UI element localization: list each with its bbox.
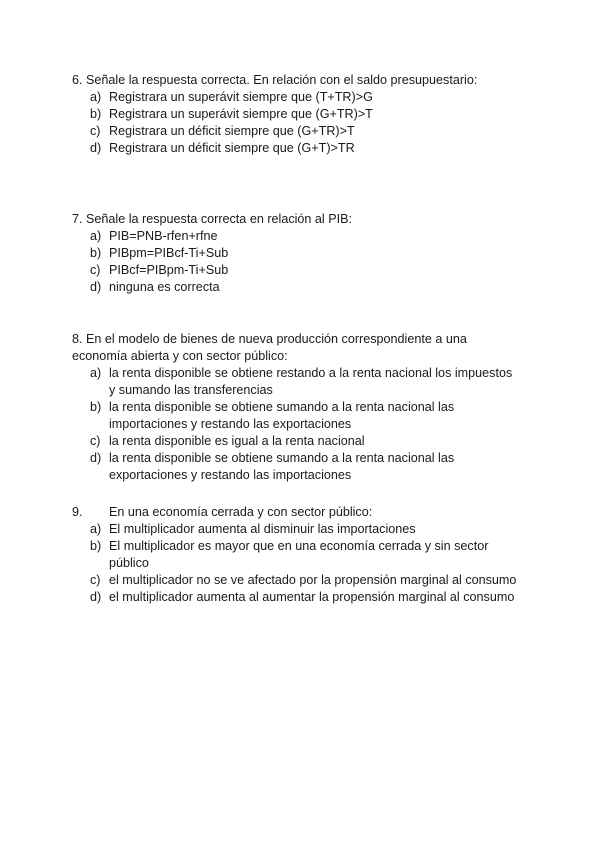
option-text: la renta disponible se obtiene sumando a la renta nacional las exportaciones y restando las importaciones [109,451,455,482]
option-d [72,450,522,484]
question-title-text: En una economía cerrada y con sector público: [109,505,373,519]
option-letter: a) [90,522,102,536]
option-letter: d) [90,590,102,604]
option-c [72,123,522,140]
question-9 [72,504,522,606]
option-letter: c) [90,124,101,138]
question-number: 9. [72,505,83,519]
option-letter: d) [90,451,102,465]
question-8 [72,331,522,484]
option-c [72,433,522,450]
option-text: Registrara un déficit siempre que (G+TR)>T [109,124,355,138]
option-letter: c) [90,573,101,587]
option-text: Registrara un superávit siempre que (T+TR)>G [109,90,373,104]
option-text: la renta disponible se obtiene sumando a la renta nacional las importaciones y restando las exportaciones [109,400,455,431]
question-title: 6. Señale la respuesta correcta. En relación con el saldo presupuestario: [72,73,478,87]
option-letter: a) [90,366,102,380]
option-list [72,521,522,606]
option-letter: c) [90,263,101,277]
option-text: PIBpm=PIBcf-Ti+Sub [109,246,229,260]
option-text: El multiplicador aumenta al disminuir las importaciones [109,522,416,536]
question-6 [72,72,522,157]
option-letter: b) [90,400,102,414]
option-b [72,106,522,123]
option-text: la renta disponible es igual a la renta nacional [109,434,365,448]
option-text: el multiplicador aumenta al aumentar la propensión marginal al consumo [109,590,515,604]
question-7 [72,211,522,296]
option-a [72,365,522,399]
option-list [72,89,522,157]
option-c [72,262,522,279]
option-list [72,228,522,296]
option-d [72,279,522,296]
option-list [72,365,522,484]
option-letter: a) [90,229,102,243]
question-title: 8. En el modelo de bienes de nueva producción correspondiente a una economía abierta y con sector público: [72,332,467,363]
option-c [72,572,522,589]
option-letter: b) [90,246,102,260]
option-text: PIBcf=PIBpm-Ti+Sub [109,263,229,277]
option-text: PIB=PNB-rfen+rfne [109,229,218,243]
question-title: 7. Señale la respuesta correcta en relación al PIB: [72,212,353,226]
option-b [72,245,522,262]
option-a [72,228,522,245]
option-text: El multiplicador es mayor que en una economía cerrada y sin sector público [109,539,489,570]
option-b [72,399,522,433]
option-a [72,89,522,106]
option-d [72,140,522,157]
option-b [72,538,522,572]
option-letter: d) [90,141,102,155]
option-letter: d) [90,280,102,294]
question-title [72,504,522,521]
option-letter: c) [90,434,101,448]
option-text: ninguna es correcta [109,280,220,294]
option-a [72,521,522,538]
option-d [72,589,522,606]
option-text: la renta disponible se obtiene restando a la renta nacional los impuestos y sumando las transferencias [109,366,513,397]
option-letter: b) [90,539,102,553]
option-text: el multiplicador no se ve afectado por la propensión marginal al consumo [109,573,517,587]
option-letter: a) [90,90,102,104]
option-text: Registrara un superávit siempre que (G+TR)>T [109,107,373,121]
option-letter: b) [90,107,102,121]
option-text: Registrara un déficit siempre que (G+T)>TR [109,141,355,155]
